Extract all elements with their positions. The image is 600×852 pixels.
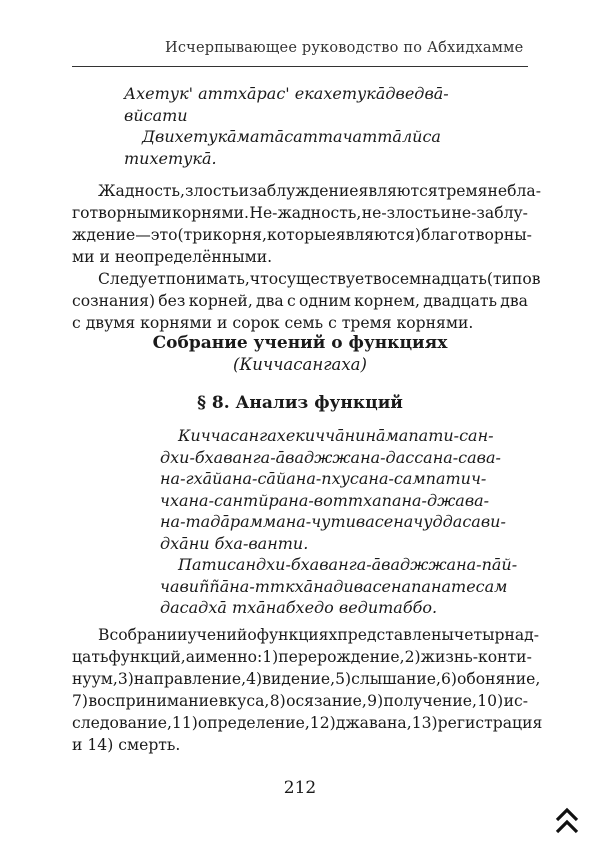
- verse-line: [160, 597, 478, 619]
- verse-line: [160, 576, 508, 598]
- word: что: [249, 270, 279, 288]
- word: именно:: [195, 648, 263, 666]
- word: 3): [117, 670, 134, 688]
- word: перерождение,: [278, 648, 405, 666]
- word: слышание,: [351, 670, 441, 688]
- word: это: [150, 226, 178, 244]
- word: с двумя корнями и сорок семь с тремя корнями.: [72, 314, 474, 332]
- page-number: 212: [283, 778, 317, 798]
- word: регистрация: [437, 714, 543, 732]
- text-line: [72, 690, 528, 712]
- word: на-тадāраммана-чутивасена: [160, 512, 414, 531]
- verse-line: вйсати: [124, 105, 188, 125]
- verse-word: двā-: [414, 84, 449, 103]
- pali-verse-1: [124, 83, 449, 169]
- word: о: [247, 626, 257, 644]
- verse-line: [160, 447, 501, 469]
- word: корней,: [188, 292, 253, 310]
- text-line: [72, 246, 528, 268]
- word: киччāни: [295, 426, 366, 445]
- word: не-злость: [361, 204, 441, 222]
- word: с: [287, 292, 296, 310]
- verse-line: [160, 425, 494, 447]
- word: учений: [187, 626, 248, 644]
- verse-line: [160, 554, 518, 576]
- text-line: [72, 734, 528, 756]
- word: —: [135, 226, 151, 244]
- word: 4): [246, 670, 263, 688]
- text-line: [72, 224, 532, 246]
- section-subtitle: (Киччасангаха): [233, 355, 367, 374]
- word: Патисандхи-бхаванга-āваджжана-пāй-: [178, 555, 518, 574]
- word: существует: [278, 270, 373, 288]
- word: восемнадцать: [372, 270, 487, 288]
- word: без: [158, 292, 186, 310]
- word: тремя: [437, 182, 488, 200]
- word: Не-жадность,: [249, 204, 362, 222]
- word: 5): [335, 670, 352, 688]
- paragraph-functions: [72, 624, 543, 756]
- word: двадцать: [423, 292, 497, 310]
- word: 1): [262, 648, 279, 666]
- word: сознания): [72, 292, 156, 310]
- word: 11): [171, 714, 198, 732]
- paragraph-roots: [72, 180, 541, 334]
- word: джавана,: [335, 714, 412, 732]
- verse-word: саттачаттāлйса: [284, 127, 441, 146]
- word: воспринимание: [88, 692, 219, 710]
- word: чавиññāна-тткхāнадивасена: [160, 576, 412, 596]
- word: вкуса,: [218, 692, 270, 710]
- verse-word: Ахетук' аттхāрас' екахетукā: [124, 84, 386, 103]
- verse-line: [160, 468, 487, 490]
- word: и: [440, 204, 452, 222]
- word: осязание,: [286, 692, 367, 710]
- verse-word: матā: [236, 127, 285, 146]
- word: ис-: [503, 692, 528, 710]
- verse-line: [124, 83, 449, 105]
- word: которые: [266, 226, 336, 244]
- word: небла-: [487, 182, 541, 200]
- word: ми и неопределёнными.: [72, 248, 273, 266]
- pali-verse-2: [160, 425, 518, 619]
- word: корня,: [212, 226, 267, 244]
- word: благотворны-: [420, 226, 532, 244]
- word: жизнь-конти-: [420, 648, 532, 666]
- word: 13): [411, 714, 438, 732]
- word: 9): [367, 692, 384, 710]
- word: 8): [269, 692, 286, 710]
- word: чуддасави-: [413, 512, 506, 531]
- word: цать: [72, 648, 109, 666]
- word: корнями.: [172, 204, 249, 222]
- text-line: [72, 290, 528, 312]
- word: 2): [404, 648, 421, 666]
- text-line: [72, 624, 540, 646]
- word: являются): [335, 226, 421, 244]
- word: дасадхā тхāнабхедо ведитаббо.: [160, 598, 438, 617]
- verse-line: [160, 511, 506, 533]
- word: направление,: [133, 670, 247, 688]
- word: и: [238, 182, 250, 200]
- text-line: [72, 668, 541, 690]
- section-heading: § 8. Анализ функций: [197, 393, 403, 413]
- double-chevron-up-icon: [554, 806, 580, 836]
- word: (три: [177, 226, 213, 244]
- text-line: [72, 646, 532, 668]
- verse-line: [160, 533, 478, 555]
- word: Жадность,: [98, 182, 186, 200]
- word: представлены: [337, 626, 454, 644]
- word: функций,: [108, 648, 186, 666]
- word: В: [98, 626, 110, 644]
- verse-word: две: [385, 84, 415, 103]
- word: одним: [299, 292, 351, 310]
- word: корнем,: [354, 292, 420, 310]
- word: Следует: [98, 270, 166, 288]
- word: нāма: [365, 426, 409, 445]
- word: нуум,: [72, 670, 118, 688]
- word: 10): [477, 692, 504, 710]
- verse-line: [124, 126, 441, 148]
- word: на-гхāйана-сāйана-пхусана-сампатич-: [160, 469, 487, 488]
- text-line: [72, 268, 541, 290]
- text-line: [72, 202, 528, 224]
- verse-line: тихетукā.: [124, 148, 217, 168]
- word: (типов: [486, 270, 541, 288]
- word: функциях: [256, 626, 338, 644]
- verse-word: Двихетукā: [142, 127, 237, 146]
- word: 7): [72, 692, 89, 710]
- word: видение,: [262, 670, 336, 688]
- word: два: [256, 292, 284, 310]
- word: злость: [185, 182, 239, 200]
- word: пати-сан-: [408, 426, 494, 445]
- word: собрании: [109, 626, 188, 644]
- word: и 14) смерть.: [72, 736, 181, 754]
- word: два: [500, 292, 528, 310]
- word: заблуждение: [249, 182, 359, 200]
- scroll-up-button[interactable]: [554, 806, 580, 836]
- word: 12): [309, 714, 336, 732]
- word: понимать,: [165, 270, 250, 288]
- word: чхана-сантйрана-воттхапана-джава-: [160, 490, 490, 510]
- text-line: [72, 712, 543, 734]
- header-rule: [72, 66, 528, 67]
- word: определение,: [197, 714, 310, 732]
- word: следование,: [72, 714, 172, 732]
- text-line: [72, 312, 528, 334]
- word: дхи-бхаванга-āваджжана-дассана-сава-: [160, 447, 501, 467]
- word: готворными: [72, 204, 172, 222]
- word: а: [185, 648, 196, 666]
- word: обоняние,: [456, 670, 541, 688]
- word: дхāни бха-ванти.: [160, 533, 309, 553]
- word: получение,: [383, 692, 477, 710]
- verse-line: [160, 490, 490, 512]
- word: являются: [358, 182, 438, 200]
- word: 6): [440, 670, 457, 688]
- section-title: Собрание учений о функциях: [152, 333, 448, 353]
- word: четырнад-: [453, 626, 540, 644]
- running-head: Исчерпывающее руководство по Абхидхамме: [165, 40, 524, 56]
- text-line: [72, 180, 541, 202]
- word: пана: [411, 576, 452, 596]
- word: Киччасангахе: [178, 426, 296, 445]
- word: ждение: [72, 226, 136, 244]
- word: тесам: [451, 576, 508, 596]
- word: не-заблу-: [451, 204, 528, 222]
